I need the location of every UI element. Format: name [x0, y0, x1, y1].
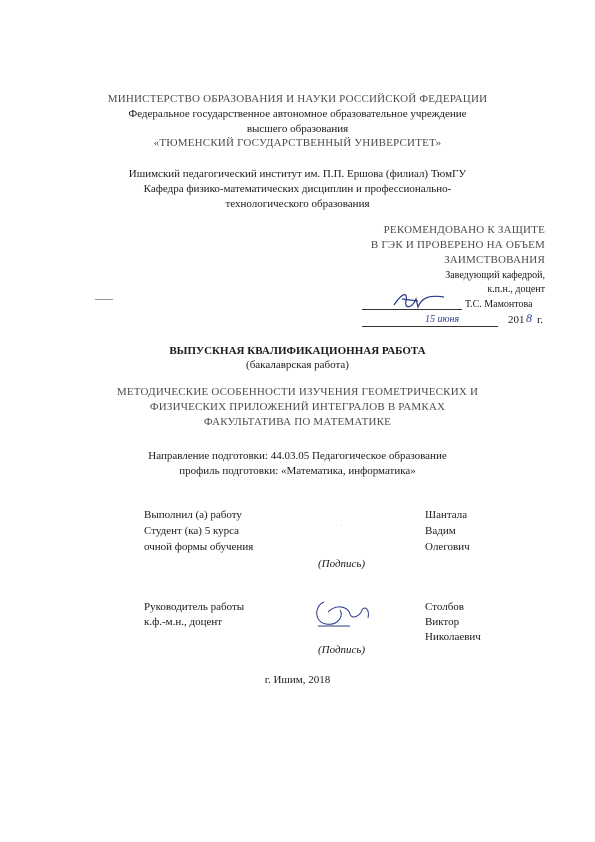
- supervisor-signature: [310, 596, 382, 632]
- institute-name: Ишимский педагогический институт им. П.П. Ершова (филиал) ТюмГУ: [128, 168, 467, 180]
- supervisor-surname: Столбов: [425, 601, 464, 613]
- student-label-1: Выполнил (а) работу: [144, 509, 242, 521]
- work-subtype: (бакалаврская работа): [246, 359, 349, 371]
- agency-line-1: Федеральное государственное автономное образовательное учреждение: [128, 108, 467, 120]
- head-of-department-degree: к.п.н., доцент: [487, 284, 545, 295]
- study-profile: профиль подготовки: «Математика, информатика»: [179, 465, 416, 477]
- topic-line-2: ФИЗИЧЕСКИХ ПРИЛОЖЕНИЙ ИНТЕГРАЛОВ В РАМКАХ: [149, 401, 446, 413]
- approval-date-handwritten: 15 июня: [425, 314, 460, 325]
- approval-date-line: [362, 326, 498, 327]
- student-patronymic: Олегович: [425, 541, 470, 553]
- supervisor-signature-caption: (Подпись): [318, 644, 366, 656]
- city-year: г. Ишим, 2018: [264, 674, 331, 686]
- approval-line-3: ЗАИМСТВОВАНИЯ: [444, 254, 545, 266]
- approval-year-prefix: 201: [508, 314, 525, 326]
- topic-line-3: ФАКУЛЬТАТИВА ПО МАТЕМАТИКЕ: [203, 416, 392, 428]
- approval-line-1: РЕКОМЕНДОВАНО К ЗАЩИТЕ: [383, 224, 545, 236]
- approval-year-suffix: г.: [537, 314, 544, 326]
- student-signature-caption: (Подпись): [318, 558, 366, 570]
- department-line-2: технологического образования: [225, 198, 370, 210]
- university-name: «ТЮМЕНСКИЙ ГОСУДАРСТВЕННЫЙ УНИВЕРСИТЕТ»: [153, 137, 442, 149]
- supervisor-label-2: к.ф.-м.н., доцент: [144, 616, 223, 628]
- department-line-1: Кафедра физико-математических дисциплин и профессионально-: [143, 183, 452, 195]
- student-label-3: очной формы обучения: [144, 541, 254, 553]
- ministry-heading: МИНИСТЕРСТВО ОБРАЗОВАНИЯ И НАУКИ РОССИЙСКОЙ ФЕДЕРАЦИИ: [107, 93, 488, 105]
- student-surname: Шантала: [425, 509, 468, 521]
- student-name: Вадим: [425, 525, 456, 537]
- approval-line-2: В ГЭК И ПРОВЕРЕНО НА ОБЪЕМ: [370, 239, 545, 251]
- agency-line-2: высшего образования: [246, 123, 349, 135]
- head-of-department-title: Заведующий кафедрой,: [445, 270, 545, 281]
- supervisor-name: Виктор: [425, 616, 460, 628]
- topic-line-1: МЕТОДИЧЕСКИЕ ОСОБЕННОСТИ ИЗУЧЕНИЯ ГЕОМЕТРИЧЕСКИХ И: [116, 386, 479, 398]
- approval-signature: [388, 287, 448, 317]
- supervisor-patronymic: Николаевич: [425, 631, 481, 643]
- supervisor-label-1: Руководитель работы: [144, 601, 245, 613]
- student-signature-mark: ·: [340, 520, 343, 530]
- work-type-title: ВЫПУСКНАЯ КВАЛИФИКАЦИОННАЯ РАБОТА: [169, 345, 426, 357]
- student-label-2: Студент (ка) 5 курса: [144, 525, 240, 537]
- direction-of-study: Направление подготовки: 44.03.05 Педагогическое образование: [148, 450, 447, 462]
- approval-year-handwritten: 8: [526, 311, 532, 325]
- margin-mark: [95, 299, 113, 300]
- head-of-department-name: Т.С. Мамонтова: [465, 299, 533, 310]
